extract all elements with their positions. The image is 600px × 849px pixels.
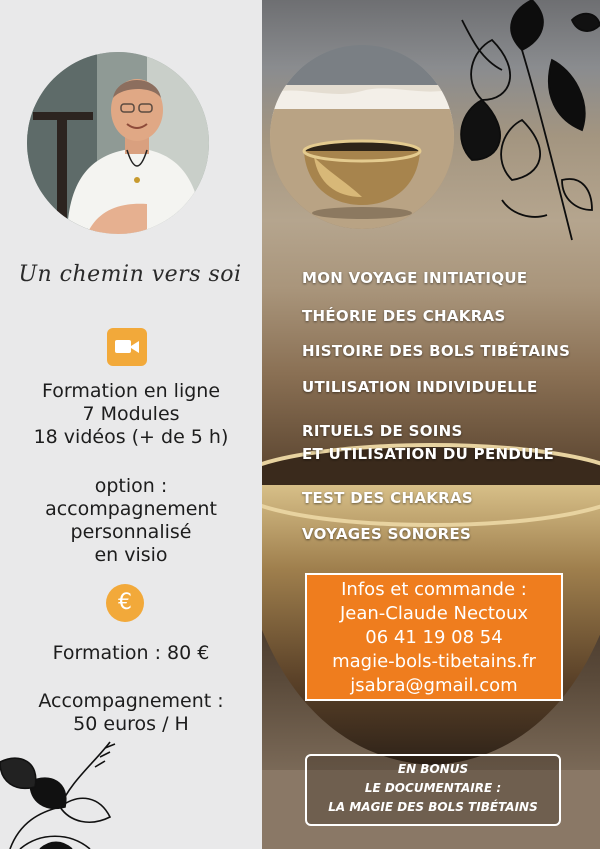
contact-heading: Infos et commande :	[341, 579, 527, 600]
option-line-3: personnalisé	[70, 521, 192, 543]
bonus-label: EN BONUS	[397, 762, 469, 776]
contact-name: Jean-Claude Nectoux	[339, 603, 529, 624]
option-label: option :	[94, 475, 168, 497]
euro-icon: €	[106, 584, 144, 622]
bonus-box	[305, 754, 561, 826]
option-line-2: accompagnement	[45, 498, 217, 520]
tagline: Un chemin vers soi	[18, 262, 242, 287]
course-videos: 18 vidéos (+ de 5 h)	[33, 426, 229, 448]
flower-decoration-icon	[0, 722, 130, 849]
course-modules: 7 Modules	[82, 403, 180, 425]
course-format: Formation en ligne	[41, 380, 221, 402]
coaching-rate: 50 euros / H	[73, 713, 189, 735]
left-panel	[0, 0, 262, 849]
topic-histoire-bols: HISTOIRE DES BOLS TIBÉTAINS	[302, 342, 571, 360]
topic-voyages-sonores: VOYAGES SONORES	[302, 525, 472, 543]
option-line-4: en visio	[94, 544, 168, 566]
contact-phone[interactable]: 06 41 19 08 54	[365, 627, 503, 648]
topic-utilisation-pendule: ET UTILISATION DU PENDULE	[302, 445, 555, 463]
topic-voyage-initiatique: MON VOYAGE INITIATIQUE	[302, 269, 528, 287]
flower-decoration-icon	[442, 0, 600, 250]
contact-website[interactable]: magie-bols-tibetains.fr	[332, 651, 536, 672]
bonus-documentary: LE DOCUMENTAIRE :	[364, 781, 502, 795]
portrait-photo	[27, 52, 209, 234]
price: Formation : 80 €	[52, 642, 210, 664]
topic-test-chakras: TEST DES CHAKRAS	[302, 489, 474, 507]
contact-email[interactable]: jsabra@gmail.com	[350, 675, 518, 696]
topic-rituels-soins: RITUELS DE SOINS	[302, 422, 463, 440]
bonus-title: LA MAGIE DES BOLS TIBÉTAINS	[328, 800, 538, 814]
video-camera-icon	[107, 328, 147, 366]
singing-bowl-photo	[270, 45, 454, 229]
coaching-label: Accompagnement :	[38, 690, 224, 712]
topic-theorie-chakras: THÉORIE DES CHAKRAS	[302, 307, 506, 325]
topic-utilisation-individuelle: UTILISATION INDIVIDUELLE	[302, 378, 538, 396]
contact-box	[305, 573, 563, 701]
